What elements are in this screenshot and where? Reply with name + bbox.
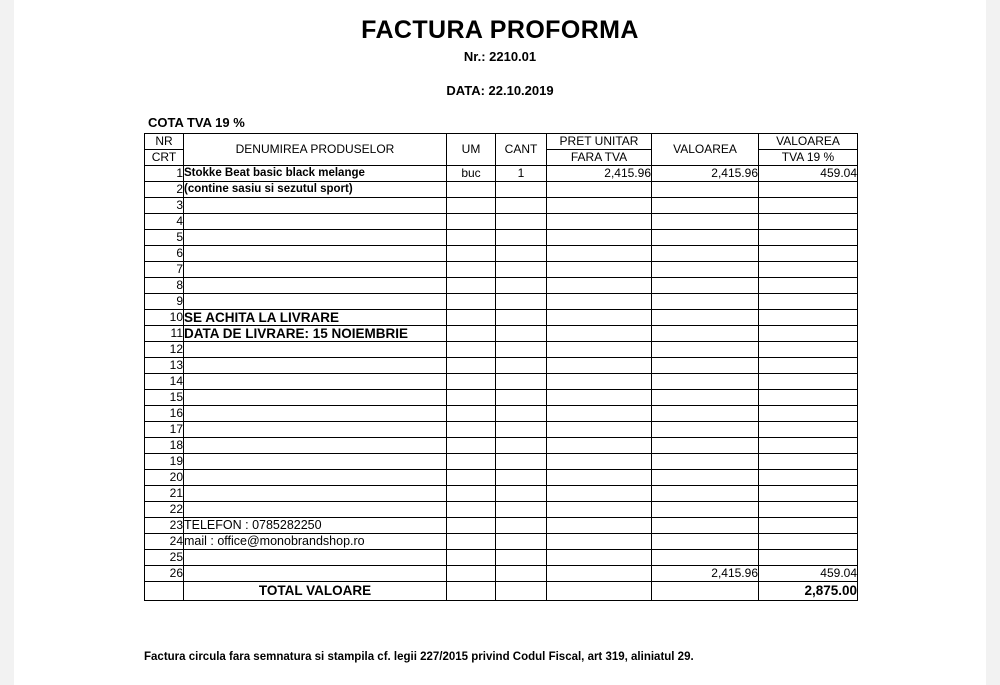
- cell-valoarea-tva: [759, 198, 858, 214]
- cell-pret-unitar: [547, 230, 652, 246]
- table-row: [145, 566, 858, 582]
- cell-denumire: [184, 294, 447, 310]
- cell-pret-unitar: [547, 438, 652, 454]
- table-row: [145, 358, 858, 374]
- cell-cant: [496, 278, 547, 294]
- cell-um: [447, 470, 496, 486]
- cell-nr: 24: [145, 534, 184, 550]
- cell-valoarea-tva: [759, 326, 858, 342]
- table-row: [145, 534, 858, 550]
- cell-nr: 15: [145, 390, 184, 406]
- page-left-margin: [0, 0, 14, 685]
- table-row: [145, 198, 858, 214]
- cell-um: [447, 262, 496, 278]
- cell-valoarea: [652, 294, 759, 310]
- cell-denumire: [184, 390, 447, 406]
- vat-rate-note: COTA TVA 19 %: [148, 115, 245, 130]
- cell-pret-unitar: [547, 550, 652, 566]
- cell-denumire: [184, 214, 447, 230]
- col-header-crt: CRT: [145, 150, 184, 166]
- cell-valoarea: [652, 182, 759, 198]
- table-row: [145, 422, 858, 438]
- table-row: [145, 470, 858, 486]
- cell-pret-unitar: [547, 326, 652, 342]
- cell-pret-unitar: [547, 358, 652, 374]
- table-row: [145, 454, 858, 470]
- cell-valoarea-tva: [759, 278, 858, 294]
- table-header: [145, 134, 858, 166]
- cell-nr: 21: [145, 486, 184, 502]
- cell-pret-unitar: [547, 406, 652, 422]
- table-row: [145, 342, 858, 358]
- cell-nr: 9: [145, 294, 184, 310]
- cell-valoarea-tva: [759, 518, 858, 534]
- col-header-valoarea-tva: VALOAREA: [759, 134, 858, 150]
- cell-valoarea: [652, 486, 759, 502]
- table-row: [145, 518, 858, 534]
- cell-denumire: [184, 198, 447, 214]
- cell-cant: [496, 182, 547, 198]
- cell-um: [447, 390, 496, 406]
- cell-cant: [496, 534, 547, 550]
- cell-valoarea-tva: [759, 310, 858, 326]
- cell-pret-unitar: [547, 294, 652, 310]
- cell-um: [447, 518, 496, 534]
- col-header-nr: NR: [145, 134, 184, 150]
- cell-um: [447, 278, 496, 294]
- cell-um: [447, 550, 496, 566]
- cell-valoarea: [652, 278, 759, 294]
- cell-denumire: Stokke Beat basic black melange: [184, 166, 447, 182]
- cell-valoarea: 2,415.96: [652, 166, 759, 182]
- cell-valoarea: [652, 374, 759, 390]
- table-row: [145, 438, 858, 454]
- cell-denumire: (contine sasiu si sezutul sport): [184, 182, 447, 198]
- cell-nr: 2: [145, 182, 184, 198]
- cell-cant: [496, 438, 547, 454]
- cell-um: [447, 326, 496, 342]
- table-row: [145, 214, 858, 230]
- cell-valoarea: 2,415.96: [652, 566, 759, 582]
- total-spacer-cant: [496, 582, 547, 601]
- cell-valoarea-tva: [759, 358, 858, 374]
- cell-cant: 1: [496, 166, 547, 182]
- cell-cant: [496, 198, 547, 214]
- cell-nr: 19: [145, 454, 184, 470]
- cell-cant: [496, 390, 547, 406]
- cell-cant: [496, 422, 547, 438]
- table-body: [145, 166, 858, 582]
- cell-denumire: [184, 502, 447, 518]
- cell-valoarea: [652, 470, 759, 486]
- cell-valoarea-tva: [759, 438, 858, 454]
- cell-cant: [496, 214, 547, 230]
- cell-um: [447, 406, 496, 422]
- total-label: TOTAL VALOARE: [184, 582, 447, 601]
- cell-pret-unitar: [547, 182, 652, 198]
- cell-valoarea-tva: [759, 550, 858, 566]
- cell-valoarea-tva: [759, 406, 858, 422]
- cell-pret-unitar: [547, 422, 652, 438]
- table-row: [145, 182, 858, 198]
- cell-valoarea: [652, 390, 759, 406]
- cell-denumire: [184, 246, 447, 262]
- table-row: [145, 326, 858, 342]
- cell-um: [447, 438, 496, 454]
- cell-denumire: [184, 486, 447, 502]
- cell-cant: [496, 518, 547, 534]
- cell-pret-unitar: [547, 470, 652, 486]
- cell-um: buc: [447, 166, 496, 182]
- cell-nr: 6: [145, 246, 184, 262]
- cell-nr: 13: [145, 358, 184, 374]
- cell-valoarea: [652, 246, 759, 262]
- cell-nr: 5: [145, 230, 184, 246]
- cell-cant: [496, 470, 547, 486]
- cell-pret-unitar: [547, 342, 652, 358]
- invoice-date: DATA: 22.10.2019: [446, 83, 554, 98]
- cell-denumire: [184, 374, 447, 390]
- table-row: [145, 310, 858, 326]
- total-spacer-valoare: [652, 582, 759, 601]
- col-header-valoarea: VALOAREA: [652, 134, 759, 166]
- cell-valoarea: [652, 422, 759, 438]
- table-header-row-1: [145, 134, 858, 150]
- table-footer: [145, 582, 858, 601]
- cell-denumire: [184, 406, 447, 422]
- cell-valoarea: [652, 454, 759, 470]
- cell-nr: 4: [145, 214, 184, 230]
- cell-pret-unitar: [547, 262, 652, 278]
- cell-valoarea: [652, 230, 759, 246]
- cell-valoarea: [652, 502, 759, 518]
- legal-footnote: Factura circula fara semnatura si stampila cf. legii 227/2015 privind Codul Fiscal, art 319, aliniatul 29.: [144, 651, 694, 663]
- cell-nr: 25: [145, 550, 184, 566]
- cell-valoarea: [652, 310, 759, 326]
- invoice-number: Nr.: 2210.01: [463, 49, 537, 64]
- cell-valoarea-tva: [759, 390, 858, 406]
- table-row: [145, 486, 858, 502]
- cell-valoarea-tva: [759, 262, 858, 278]
- cell-nr: 10: [145, 310, 184, 326]
- table-row: [145, 550, 858, 566]
- cell-valoarea: [652, 438, 759, 454]
- cell-valoarea: [652, 550, 759, 566]
- cell-cant: [496, 502, 547, 518]
- cell-pret-unitar: [547, 310, 652, 326]
- total-row: [145, 582, 858, 601]
- cell-nr: 17: [145, 422, 184, 438]
- cell-valoarea: [652, 198, 759, 214]
- cell-nr: 16: [145, 406, 184, 422]
- cell-um: [447, 534, 496, 550]
- cell-um: [447, 214, 496, 230]
- cell-denumire: [184, 470, 447, 486]
- cell-nr: 26: [145, 566, 184, 582]
- cell-valoarea: [652, 534, 759, 550]
- cell-cant: [496, 294, 547, 310]
- cell-valoarea-tva: [759, 374, 858, 390]
- cell-valoarea-tva: 459.04: [759, 566, 858, 582]
- cell-nr: 12: [145, 342, 184, 358]
- cell-pret-unitar: [547, 454, 652, 470]
- cell-valoarea: [652, 358, 759, 374]
- cell-cant: [496, 310, 547, 326]
- cell-denumire: mail : office@monobrandshop.ro: [184, 534, 447, 550]
- cell-denumire: TELEFON : 0785282250: [184, 518, 447, 534]
- cell-um: [447, 294, 496, 310]
- col-header-pret-unitar: PRET UNITAR: [547, 134, 652, 150]
- cell-cant: [496, 342, 547, 358]
- cell-cant: [496, 262, 547, 278]
- cell-nr: 18: [145, 438, 184, 454]
- cell-valoarea-tva: 459.04: [759, 166, 858, 182]
- cell-um: [447, 230, 496, 246]
- cell-um: [447, 454, 496, 470]
- cell-valoarea: [652, 262, 759, 278]
- cell-pret-unitar: [547, 390, 652, 406]
- cell-um: [447, 422, 496, 438]
- cell-um: [447, 486, 496, 502]
- cell-um: [447, 374, 496, 390]
- cell-um: [447, 310, 496, 326]
- table-row: [145, 294, 858, 310]
- cell-nr: 7: [145, 262, 184, 278]
- cell-valoarea-tva: [759, 294, 858, 310]
- cell-nr: 8: [145, 278, 184, 294]
- cell-cant: [496, 566, 547, 582]
- cell-nr: 22: [145, 502, 184, 518]
- cell-valoarea-tva: [759, 214, 858, 230]
- col-header-tva-pct: TVA 19 %: [759, 150, 858, 166]
- cell-valoarea-tva: [759, 534, 858, 550]
- cell-pret-unitar: [547, 502, 652, 518]
- table-row: [145, 374, 858, 390]
- cell-cant: [496, 230, 547, 246]
- total-value: 2,875.00: [759, 582, 858, 601]
- table-row: [145, 262, 858, 278]
- cell-nr: 20: [145, 470, 184, 486]
- cell-cant: [496, 374, 547, 390]
- cell-um: [447, 502, 496, 518]
- cell-valoarea-tva: [759, 502, 858, 518]
- cell-denumire: [184, 422, 447, 438]
- cell-valoarea-tva: [759, 182, 858, 198]
- cell-valoarea: [652, 518, 759, 534]
- cell-valoarea-tva: [759, 454, 858, 470]
- total-spacer-pret: [547, 582, 652, 601]
- col-header-denumire: DENUMIREA PRODUSELOR: [184, 134, 447, 166]
- cell-denumire: [184, 358, 447, 374]
- cell-pret-unitar: [547, 518, 652, 534]
- cell-denumire: DATA DE LIVRARE: 15 NOIEMBRIE: [184, 326, 447, 342]
- total-spacer-nr: [145, 582, 184, 601]
- cell-denumire: [184, 438, 447, 454]
- cell-valoarea: [652, 406, 759, 422]
- cell-denumire: [184, 262, 447, 278]
- cell-um: [447, 566, 496, 582]
- cell-pret-unitar: [547, 214, 652, 230]
- cell-um: [447, 358, 496, 374]
- cell-um: [447, 342, 496, 358]
- cell-cant: [496, 454, 547, 470]
- cell-cant: [496, 550, 547, 566]
- cell-denumire: [184, 342, 447, 358]
- table-row: [145, 390, 858, 406]
- cell-pret-unitar: [547, 246, 652, 262]
- cell-pret-unitar: [547, 486, 652, 502]
- page-title: FACTURA PROFORMA: [361, 16, 639, 44]
- cell-nr: 23: [145, 518, 184, 534]
- cell-valoarea-tva: [759, 230, 858, 246]
- cell-denumire: [184, 550, 447, 566]
- cell-valoarea: [652, 342, 759, 358]
- cell-denumire: SE ACHITA LA LIVRARE: [184, 310, 447, 326]
- cell-denumire: [184, 454, 447, 470]
- table-row: [145, 246, 858, 262]
- cell-um: [447, 246, 496, 262]
- cell-nr: 11: [145, 326, 184, 342]
- cell-pret-unitar: 2,415.96: [547, 166, 652, 182]
- cell-valoarea-tva: [759, 470, 858, 486]
- cell-denumire: [184, 230, 447, 246]
- cell-cant: [496, 326, 547, 342]
- cell-pret-unitar: [547, 278, 652, 294]
- cell-valoarea-tva: [759, 342, 858, 358]
- col-header-cant: CANT: [496, 134, 547, 166]
- cell-denumire: [184, 566, 447, 582]
- cell-cant: [496, 486, 547, 502]
- cell-denumire: [184, 278, 447, 294]
- invoice-table: [144, 133, 858, 601]
- page-right-margin: [986, 0, 1000, 685]
- table-row: [145, 502, 858, 518]
- cell-nr: 3: [145, 198, 184, 214]
- cell-cant: [496, 358, 547, 374]
- cell-pret-unitar: [547, 374, 652, 390]
- cell-valoarea-tva: [759, 422, 858, 438]
- cell-valoarea: [652, 326, 759, 342]
- cell-um: [447, 198, 496, 214]
- col-header-um: UM: [447, 134, 496, 166]
- table-row: [145, 230, 858, 246]
- cell-valoarea: [652, 214, 759, 230]
- cell-pret-unitar: [547, 198, 652, 214]
- table-row: [145, 166, 858, 182]
- table-row: [145, 278, 858, 294]
- cell-um: [447, 182, 496, 198]
- cell-valoarea-tva: [759, 246, 858, 262]
- table-row: [145, 406, 858, 422]
- cell-pret-unitar: [547, 534, 652, 550]
- cell-cant: [496, 406, 547, 422]
- cell-nr: 1: [145, 166, 184, 182]
- cell-nr: 14: [145, 374, 184, 390]
- cell-valoarea-tva: [759, 486, 858, 502]
- col-header-pret-fara-tva: FARA TVA: [547, 150, 652, 166]
- cell-pret-unitar: [547, 566, 652, 582]
- cell-cant: [496, 246, 547, 262]
- total-spacer-um: [447, 582, 496, 601]
